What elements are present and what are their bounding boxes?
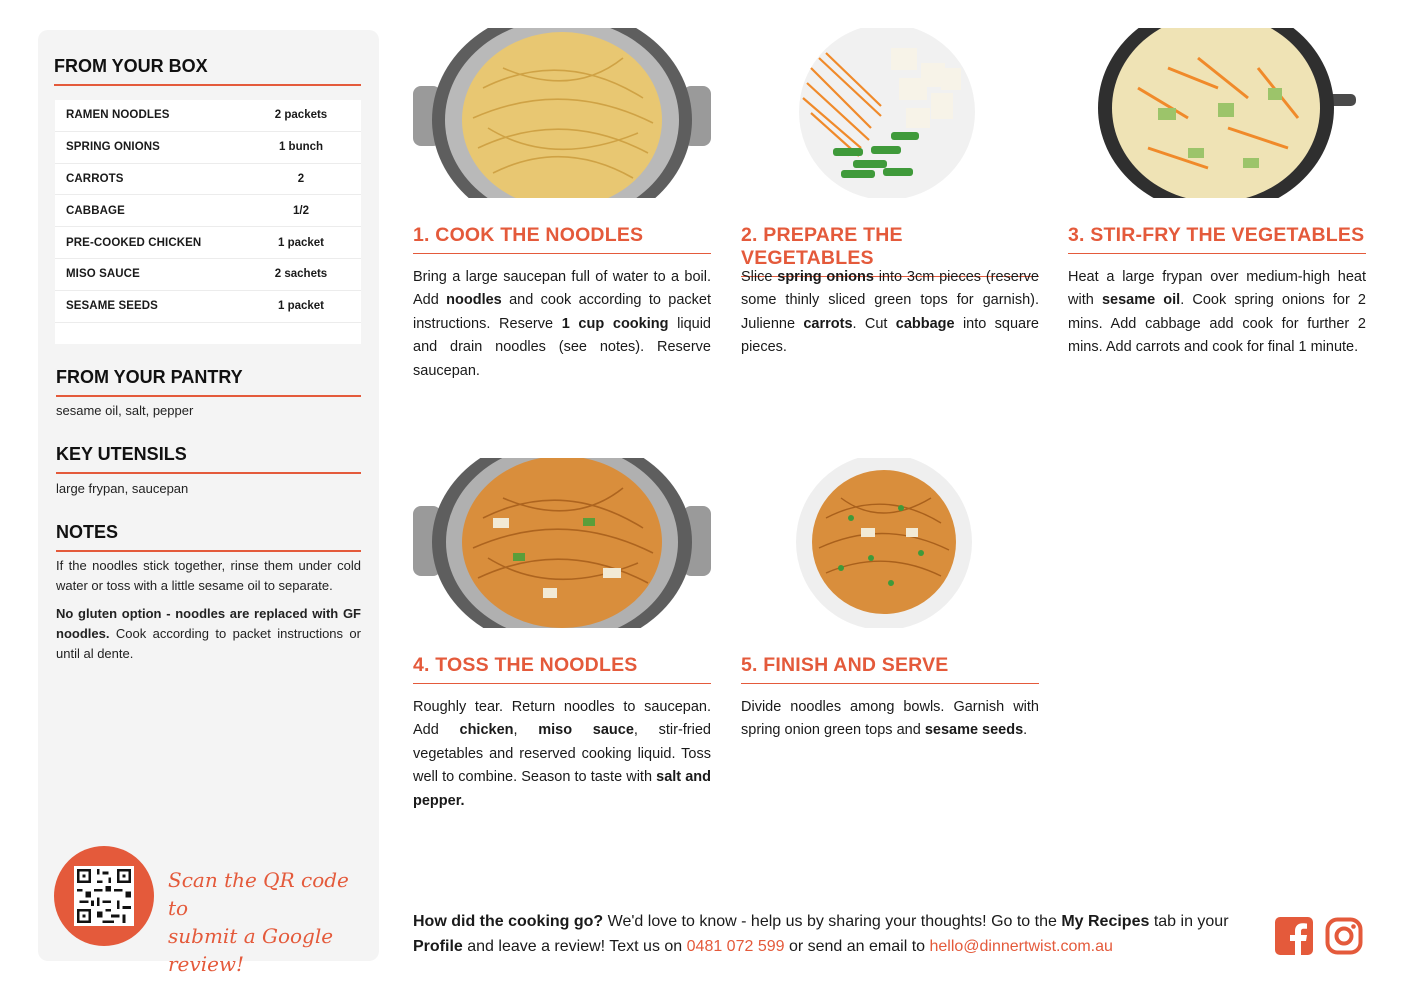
ingredient-row	[55, 132, 361, 164]
step-text-run: Bring a large saucepan full of water to a boil. Add	[413, 269, 711, 309]
ingredient-name: CARROTS	[66, 172, 124, 185]
ingredient-row	[55, 100, 361, 132]
from-your-pantry-title: FROM YOUR PANTRY	[56, 367, 361, 397]
ingredient-name: MISO SAUCE	[66, 268, 140, 281]
step-text-run: Roughly tear. Return noodles to saucepan. Add	[413, 699, 711, 739]
email-link[interactable]: hello@dinnertwist.com.au	[929, 938, 1113, 955]
pot-noodles-photo	[413, 28, 711, 198]
notes-gluten-bold: No gluten option - noodles are replaced with GF noodles.	[56, 606, 361, 641]
frypan-vegetables-photo	[1068, 28, 1366, 198]
step-text-run: Divide noodles among bowls. Garnish with spring onion green tops and	[741, 699, 1039, 739]
step-text-run: Slice	[741, 269, 778, 285]
utensils-text: large frypan, saucepan	[56, 481, 189, 496]
notes-paragraph: If the noodles stick together, rinse them under cold water or toss with a little sesame oil to separate.	[56, 558, 361, 593]
ingredient-qty: 2 sachets	[274, 268, 328, 281]
ingredient-row	[55, 227, 361, 259]
ingredient-qty: 1 bunch	[278, 141, 324, 154]
plate-vegetables-photo	[741, 28, 1039, 198]
step-text-run: . Cook spring onions for 2 mins. Add cabbage add cook for further 2 mins. Add carrots and cook for final 1 minute.	[1068, 292, 1366, 356]
facebook-icon[interactable]	[1275, 917, 1313, 955]
footer-bold: How did the cooking go?	[413, 913, 604, 930]
step-text-bold: noodles	[446, 292, 502, 309]
instagram-icon[interactable]	[1325, 917, 1363, 955]
step-body	[413, 266, 711, 383]
notes-gluten-rest: Cook according to packet instructions or until al dente.	[56, 626, 361, 661]
step-text-bold: cabbage	[895, 315, 955, 332]
qr-caption-line: Scan the QR code to	[168, 868, 349, 920]
footer-bold: Profile	[413, 938, 463, 955]
review-footer	[413, 909, 1273, 959]
qr-badge[interactable]	[54, 846, 154, 946]
ingredient-row	[55, 291, 361, 323]
step-body	[741, 696, 1039, 743]
step-title: 3. STIR-FRY THE VEGETABLES	[1068, 224, 1366, 254]
footer-text: and leave a review! Text us on	[462, 938, 687, 955]
step-text-bold: spring onions	[777, 269, 874, 285]
footer-text: or send an email to	[784, 938, 930, 955]
step-body	[1068, 266, 1366, 360]
step-text-run: liquid and drain noodles (see notes). Reserve saucepan.	[413, 315, 711, 379]
step-text-bold: sesame oil	[1101, 292, 1181, 309]
step-body	[741, 266, 1039, 360]
step-title: 2. PREPARE THE VEGETABLES	[741, 224, 1039, 277]
step-text-run: and cook according to packet instructions. Reserve	[413, 292, 711, 332]
key-utensils-title: KEY UTENSILS	[56, 444, 361, 474]
ingredient-name: RAMEN NOODLES	[66, 109, 170, 122]
sidebar	[38, 30, 379, 976]
ingredient-qty: 1 packet	[277, 236, 325, 249]
ingredient-row	[55, 259, 361, 291]
step-text-bold: sesame seeds	[924, 722, 1024, 739]
ingredient-name: SPRING ONIONS	[66, 141, 160, 154]
step-text-run: into square pieces.	[741, 315, 1039, 356]
ingredient-name: SESAME SEEDS	[66, 300, 158, 313]
step-text-bold: 1 cup cooking	[561, 315, 669, 332]
footer-text: tab in your	[1149, 913, 1229, 930]
notes-title: NOTES	[56, 522, 361, 552]
pantry-text: sesame oil, salt, pepper	[56, 403, 194, 418]
ingredient-row	[55, 164, 361, 196]
ingredient-qty: 2 packets	[274, 109, 328, 122]
notes-body	[56, 556, 361, 672]
step-body	[413, 696, 711, 813]
ingredient-qty: 1 packet	[277, 300, 325, 313]
ingredient-qty: 2	[297, 172, 305, 185]
step-text-bold: salt and pepper.	[413, 769, 711, 809]
step-text-run: ,	[513, 722, 539, 739]
step-text-bold: carrots	[803, 315, 853, 332]
step-title: 5. FINISH AND SERVE	[741, 654, 1039, 684]
qr-caption-line: submit a Google review!	[168, 924, 334, 976]
step-text-run: Heat a large frypan over medium-high heat with	[1068, 269, 1366, 309]
step-text-bold: miso sauce	[538, 722, 634, 739]
ingredient-name: PRE-COOKED CHICKEN	[66, 236, 202, 249]
footer-bold: My Recipes	[1061, 913, 1150, 930]
step-text-run: .	[1023, 722, 1028, 739]
from-your-box-title: FROM YOUR BOX	[54, 56, 361, 86]
step-text-run: , stir-fried vegetables and reserved cooking liquid. Toss well to combine. Season to taste with	[413, 722, 711, 786]
ingredient-qty: 1/2	[293, 204, 309, 217]
step-text-run: . Cut	[852, 315, 896, 332]
step-title: 4. TOSS THE NOODLES	[413, 654, 711, 684]
step-text-run: into 3cm pieces (reserve some thinly sliced green tops for garnish). Julienne	[741, 269, 1039, 332]
step-text-bold: chicken	[459, 722, 514, 739]
step-title: 1. COOK THE NOODLES	[413, 224, 711, 254]
phone-link[interactable]: 0481 072 599	[686, 938, 785, 955]
ingredient-row	[55, 195, 361, 227]
footer-text: We'd love to know - help us by sharing your thoughts! Go to the	[603, 913, 1062, 930]
notes-paragraph	[56, 604, 361, 664]
ingredients-table	[55, 100, 361, 344]
ingredient-name: CABBAGE	[66, 204, 125, 217]
bowl-served-noodles-photo	[741, 458, 1039, 628]
pot-tossed-noodles-photo	[413, 458, 711, 628]
qr-code-icon	[74, 866, 134, 926]
qr-caption	[168, 866, 368, 978]
